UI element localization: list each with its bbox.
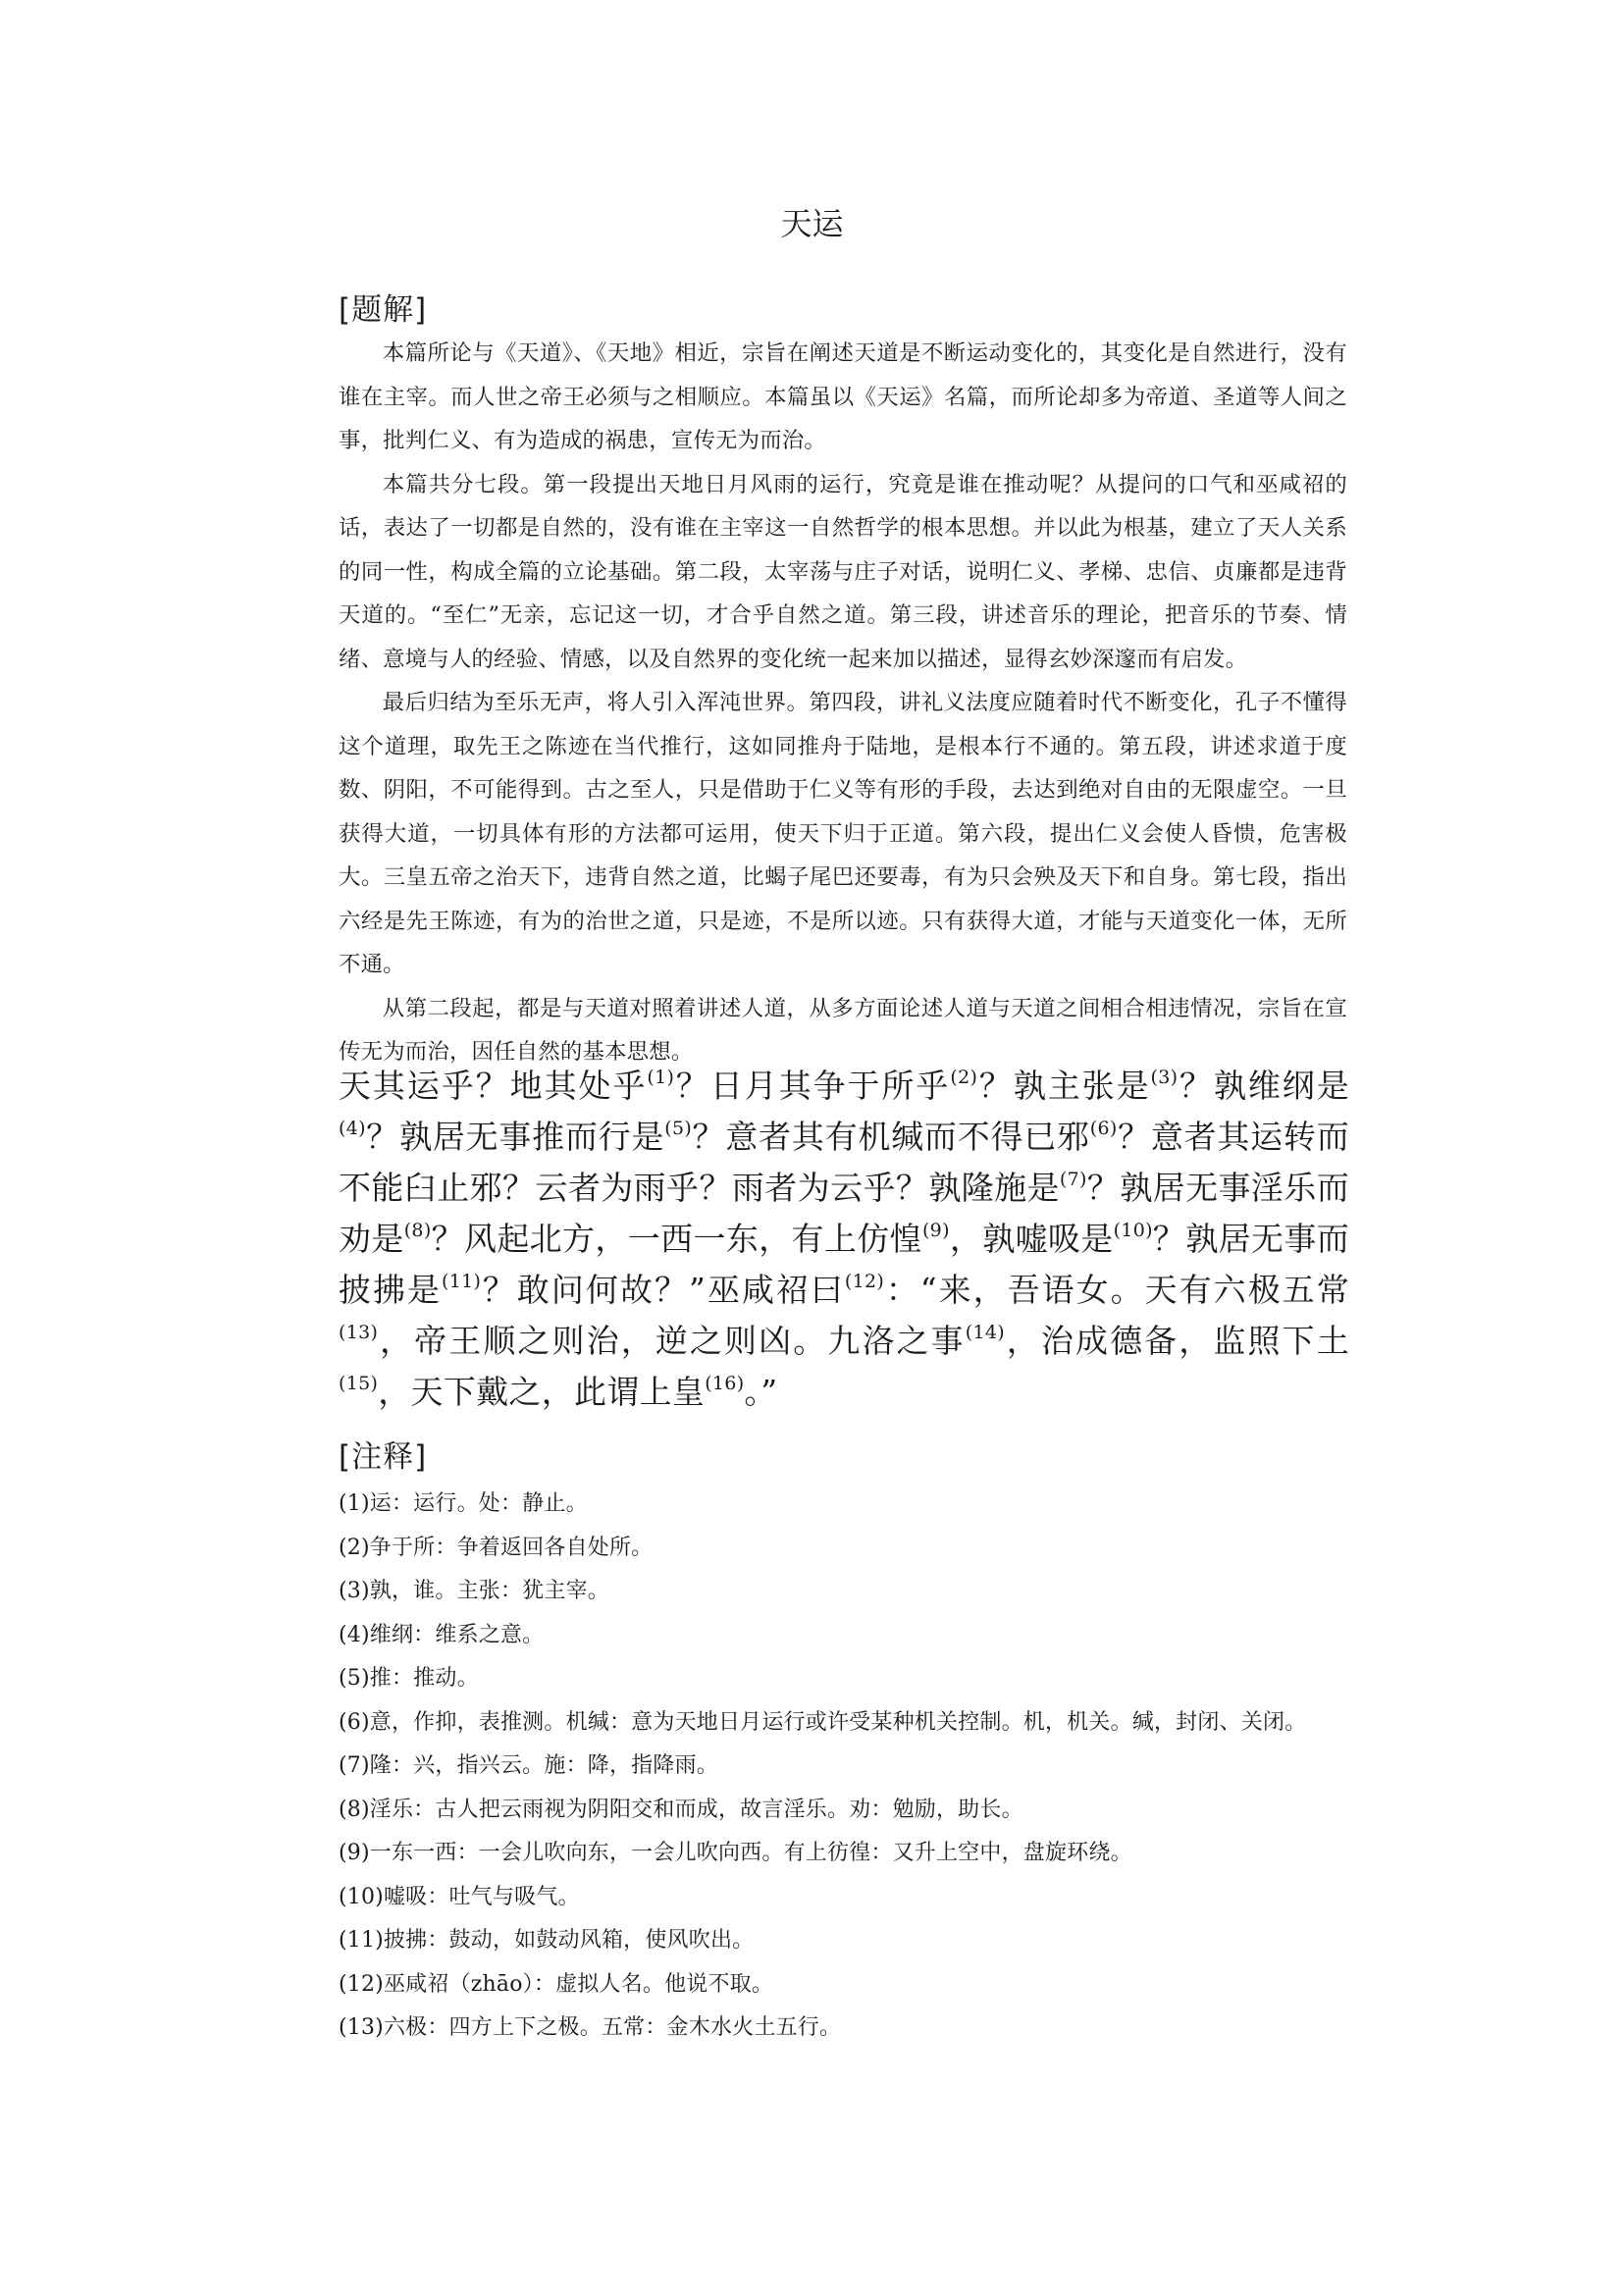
footnote-ref: (1) bbox=[647, 1067, 675, 1088]
footnote-ref: (2) bbox=[950, 1067, 978, 1088]
footnote-ref: (11) bbox=[442, 1271, 482, 1292]
main-text-segment: 天其运乎？地其处乎 bbox=[339, 1067, 648, 1105]
note-item: (8)淫乐：古人把云雨视为阴阳交和而成，故言淫乐。劝：勉励，助长。 bbox=[339, 1797, 1023, 1822]
main-text-segment: ，孰嘘吸是 bbox=[949, 1220, 1114, 1258]
main-text-section bbox=[339, 1061, 1349, 1418]
footnote-ref: (14) bbox=[965, 1322, 1005, 1343]
note-item: (12)巫咸祒（zhāo）：虚拟人名。他说不取。 bbox=[339, 1971, 774, 1997]
main-text-segment: ？日月其争于所乎 bbox=[674, 1067, 951, 1105]
page-title: 天运 bbox=[780, 205, 844, 242]
main-text-segment: ？孰维纲是 bbox=[1178, 1067, 1350, 1105]
intro-paragraph: 最后归结为至乐无声，将人引入浑沌世界。第四段，讲礼义法度应随着时代不断变化，孔子不懂得这个道理，取先王之陈迹在当代推行，这如同推舟于陆地，是根本行不通的。第五段，讲述求道于度数、阴阳，不可能得到。古之至人，只是借助于仁义等有形的手段，去达到绝对自由的无限虚空。一旦获得大道，一切具体有形的方法都可运用，使天下归于正道。第六段，提出仁义会使人昏愦，危害极大。三皇五帝之治天下，违背自然之道，比蝎子尾巴还要毒，有为只会殃及天下和自身。第七段，指出六经是先王陈迹，有为的治世之道，只是迹，不是所以迹。只有获得大道，才能与天道变化一体，无所不通。 bbox=[339, 690, 1347, 977]
intro-paragraph: 本篇所论与《天道》、《天地》相近，宗旨在阐述天道是不断运动变化的，其变化是自然进行，没有谁在主宰。而人世之帝王必须与之相顺应。本篇虽以《天运》名篇，而所论却多为帝道、圣道等人间之事，批判仁义、有为造成的祸患，宣传无为而治。 bbox=[339, 340, 1347, 453]
footnote-ref: (13) bbox=[339, 1322, 379, 1343]
footnote-ref: (8) bbox=[403, 1220, 432, 1241]
main-text-segment: 。” bbox=[744, 1373, 778, 1411]
note-item: (4)维纲：维系之意。 bbox=[339, 1622, 545, 1647]
footnote-ref: (16) bbox=[705, 1373, 745, 1394]
note-item: (10)嘘吸：吐气与吸气。 bbox=[339, 1884, 580, 1909]
footnote-ref: (7) bbox=[1059, 1169, 1087, 1190]
intro-section bbox=[339, 332, 1347, 1074]
main-text-paragraph bbox=[339, 1061, 1349, 1418]
intro-paragraph: 从第二段起，都是与天道对照着讲述人道，从多方面论述人道与天道之间相合相违情况，宗旨在宣传无为而治，因任自然的基本思想。 bbox=[339, 995, 1347, 1065]
note-item: (13)六极：四方上下之极。五常：金木水火土五行。 bbox=[339, 2015, 842, 2040]
footnote-ref: (10) bbox=[1113, 1220, 1153, 1241]
main-text-segment: ？孰居无事推而行是 bbox=[365, 1118, 665, 1156]
footnote-ref: (12) bbox=[844, 1271, 885, 1292]
main-text-segment: ，帝王顺之则治，逆之则凶。九洛之事 bbox=[378, 1322, 966, 1360]
note-item: (11)披拂：鼓动，如鼓动风箱，使风吹出。 bbox=[339, 1928, 755, 1953]
note-item: (1)运：运行。处：静止。 bbox=[339, 1491, 588, 1516]
intro-heading: [题解] bbox=[339, 292, 428, 328]
main-text-segment: ？意者其运转而不能臼止邪？云者为雨乎？雨者为云乎？孰隆施是 bbox=[339, 1118, 1349, 1207]
main-text-segment: ？风起北方，一西一东，有上仿惶 bbox=[431, 1220, 922, 1258]
main-text-segment: ？意者其有机缄而不得已邪 bbox=[692, 1118, 1090, 1156]
main-text-segment: ：“来，吾语女。天有六极五常 bbox=[884, 1271, 1349, 1309]
footnote-ref: (6) bbox=[1089, 1118, 1118, 1139]
note-item: (9)一东一西：一会儿吹向东，一会儿吹向西。有上彷徨：又升上空中，盘旋环绕。 bbox=[339, 1841, 1132, 1865]
notes-heading: [注释] bbox=[339, 1439, 428, 1475]
note-item: (6)意，作抑，表推测。机缄：意为天地日月运行或许受某种机关控制。机，机关。缄，封闭、关闭。 bbox=[339, 1709, 1307, 1735]
footnote-ref: (5) bbox=[664, 1118, 693, 1139]
main-text-segment: ？孰主张是 bbox=[977, 1067, 1151, 1105]
footnote-ref: (9) bbox=[921, 1220, 950, 1241]
note-item: (7)隆：兴，指兴云。施：降，指降雨。 bbox=[339, 1753, 718, 1778]
main-text-segment: ？孰居无事而披拂是 bbox=[339, 1220, 1349, 1309]
intro-paragraph: 本篇共分七段。第一段提出天地日月风雨的运行，究竟是谁在推动呢？从提问的口气和巫咸祒的话，表达了一切都是自然的，没有谁在主宰这一自然哲学的根本思想。并以此为根基，建立了天人关系的同一性，构成全篇的立论基础。第二段，太宰荡与庄子对话，说明仁义、孝梯、忠信、贞廉都是违背天道的。“至仁”无亲，忘记这一切，才合乎自然之道。第三段，讲述音乐的理论，把音乐的节奏、情绪、意境与人的经验、情感，以及自然界的变化统一起来加以描述，显得玄妙深邃而有启发。 bbox=[339, 471, 1347, 672]
main-text-segment: ，治成德备，监照下土 bbox=[1004, 1322, 1349, 1360]
main-text-segment: ，天下戴之，此谓上皇 bbox=[378, 1373, 706, 1411]
main-text-segment: ？敢问何故？”巫咸祒曰 bbox=[481, 1271, 845, 1309]
note-item: (3)孰，谁。主张：犹主宰。 bbox=[339, 1579, 609, 1603]
footnote-ref: (15) bbox=[339, 1373, 379, 1394]
footnote-ref: (4) bbox=[339, 1118, 366, 1139]
note-item: (5)推：推动。 bbox=[339, 1666, 479, 1691]
note-item: (2)争于所：争着返回各自处所。 bbox=[339, 1535, 654, 1560]
notes-section bbox=[339, 1483, 1347, 2051]
footnote-ref: (3) bbox=[1150, 1067, 1179, 1088]
main-text-segment: ？孰居无事淫乐而劝是 bbox=[339, 1169, 1349, 1258]
